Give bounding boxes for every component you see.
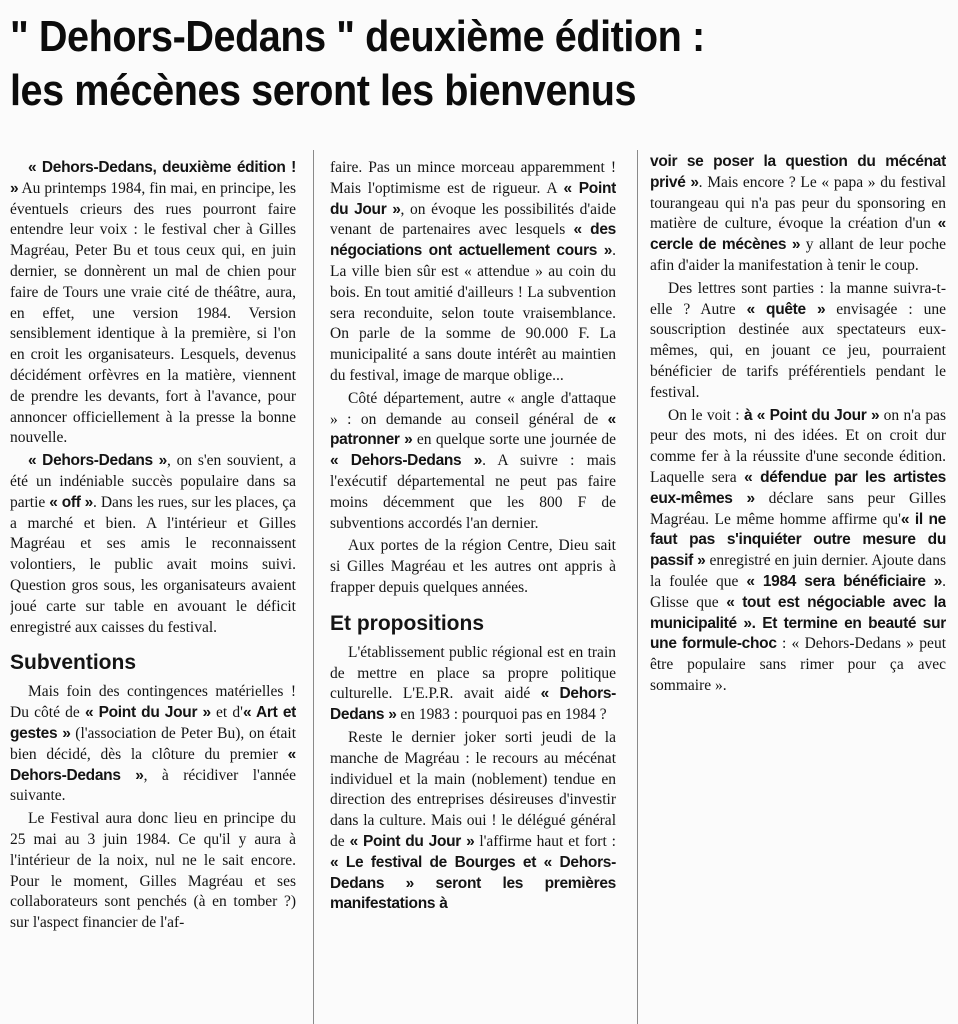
text-run: Mais foin des contingences matérielles ! Du côté de [10,683,296,722]
bold-quote: « patronner » [330,410,616,449]
bold-quote: « Point du Jour » [330,179,616,218]
headline [10,10,856,118]
bold-quote: « Dehors-Dedans » [330,452,483,470]
text-run: . Dans les rues, sur les places, ça a marché et bien. A l'intérieur et Gilles Magréau et ses amis le reconnaissent volontiers, le public avait moins suivi. Question gros sous, les organisateurs avaient joué carte sur table en avouant le déficit enregistré aux caisses du festival. [10,493,296,636]
paragraph [650,152,946,277]
paragraph [330,389,616,535]
article-column-1 [10,158,296,1024]
text-run: envisagée : une souscription destinée aux spectateurs eux-mêmes, qui, en jouant ce jeu, pourraient bénéficier de tarifs préférentiels pendant le festival. [650,300,946,401]
text-run: . A suivre : mais l'exécutif départemental ne peut pas faire moins décemment que les 800 F de subventions accordés l'an dernier. [330,452,616,532]
text-run: Reste le dernier joker sorti jeudi de la manche de Magréau : le recours au mécénat individuel et la main (noblement) tendue en direction des entreprises désireuses d'investir dans la culture. Mais oui ! le délégué général de [330,728,616,850]
text-run: , on s'en souvient, a été un indéniable succès populaire dans sa partie [10,452,296,511]
paragraph [650,279,946,404]
subheading-propositions: Et propositions [330,611,484,635]
text-run: déclare sans peur Gilles Magréau. Le même homme affirme qu' [650,489,946,528]
text-run: (l'association de Peter Bu), on était bien décidé, dès la clôture du premier [10,724,296,763]
text-run: l'affirme haut et fort : [474,832,616,850]
text-run: y allant de leur poche afin d'aider la manifestation à tenir le coup. [650,236,946,274]
paragraph [330,536,616,598]
text-run: en quelque sorte une journée de [412,431,616,449]
bold-quote: « défendue par les artistes eux-mêmes » [650,468,946,507]
bold-quote: « Dehors-Dedans » [330,685,616,724]
text-run: faire. Pas un mince morceau apparemment ! Mais l'optimisme est de rigueur. A [330,159,616,197]
paragraph [330,158,616,387]
subheading-subventions: Subventions [10,651,137,675]
bold-quote: « Art et gestes » [10,704,296,742]
paragraph [330,643,616,726]
text-run: Côté département, autre « angle d'attaque » : on demande au conseil général de [330,389,616,428]
bold-quote: « il ne faut pas s'inquiéter outre mesure du passif » [650,510,946,570]
bold-quote: « Dehors-Dedans, deuxième édition ! » [10,159,296,197]
bold-quote: « Dehors-Dedans » [10,745,296,784]
bold-quote: à « Point du Jour » [743,406,880,424]
text-run: . La ville bien sûr est « attendue » au coin du bois. En tout amitié d'ailleurs ! La subvention sera reconduite, selon toute vraisemblance. On parle de la somme de 90.000 F. La municipalité a sans doute intérêt au maintien du festival, image de marque oblige... [330,242,616,384]
paragraph [10,682,296,807]
bold-quote: « quête » [746,300,826,318]
text-run: , on évoque les possibilités d'aide venant de partenaires avec lesquels [330,200,616,239]
paragraph [330,728,616,915]
text-run: et d' [210,704,243,722]
headline-line-1: " Dehors-Dedans " deuxième édition : [10,12,705,61]
text-run: Le Festival aura donc lieu en principe du 25 mai au 3 juin 1984. Ce qu'il y aura à l'intérieur de la noix, nul ne le sait encore. Pour le moment, Gilles Magréau et ses collaborateurs sont penchés (à en tomber ?) sur l'aspect financier de l'af- [10,810,296,932]
article-column-2 [330,158,616,1024]
text-run: : « Dehors-Dedans » peut être populaire sans rimer pour ça avec sommaire ». [650,635,946,694]
bold-quote: « Point du Jour » [84,704,211,722]
bold-quote: « cercle de mécènes » [650,215,946,254]
text-run: , à récidiver l'année suivante. [10,766,296,805]
paragraph [10,158,296,449]
paragraph [10,809,296,934]
bold-quote: « tout est négociable avec la municipalité ». Et termine en beauté sur une formule-choc [650,593,946,653]
paragraph [650,406,946,697]
text-run: L'établissement public régional est en train de mettre en place sa propre politique culturelle. L'E.P.R. avait aidé [330,643,616,703]
text-run: Des lettres sont parties : la manne suivra-t-elle ? Autre [650,279,946,318]
column-rule-1 [313,150,314,1024]
bold-quote: « 1984 sera bénéficiaire » [746,572,943,590]
text-run: on n'a pas peur des mots, ni des idées. Et on croit dur comme fer à la réussite d'une seconde édition. Laquelle sera [650,406,946,486]
text-run: . Mais encore ? Le « papa » du festival tourangeau qui n'a pas peur du sponsoring en matière de culture, évoque la création d'un [650,173,946,233]
text-run: Aux portes de la région Centre, Dieu sait si Gilles Magréau et les autres ont appris à frapper depuis quelques années. [330,537,616,596]
column-rule-2 [637,150,638,1024]
bold-quote: « off » [49,493,94,511]
text-run: Au printemps 1984, fin mai, en principe, les éventuels crieurs des rues pourront faire entendre leur voix : le festival cher à Gilles Magréau, Peter Bu et tous ceux qui, en juin dernier, se donnèrent un mal de chien pour faire de Tours une vraie cité de théâtre, aura, en effet, une version 1984. Version sensiblement identique à la première, si l'on en croit les organisateurs. Lesquels, devenus décidément orfèvres en la matière, viennent de prendre les devants, fort à l'avance, pour annoncer officiellement à la presse la bonne nouvelle. [10,179,296,447]
headline-line-2: les mécènes seront les bienvenus [10,66,637,115]
bold-quote: « Le festival de Bourges et « Dehors-Dedans » seront les premières manifestations à [330,853,616,913]
text-run: enregistré en juin dernier. Ajoute dans la foulée que [650,552,946,590]
article-column-3 [650,152,946,1018]
text-run: On le voit : [668,406,744,424]
bold-quote: voir se poser la question du mécénat privé » [650,153,946,191]
bold-quote: « Dehors-Dedans » [28,452,168,470]
text-run: en 1983 : pourquoi pas en 1984 ? [396,706,607,724]
bold-quote: « des négociations ont actuellement cours » [330,221,616,260]
paragraph [10,451,296,638]
text-run: . Glisse que [650,572,946,611]
bold-quote: « Point du Jour » [349,832,475,850]
